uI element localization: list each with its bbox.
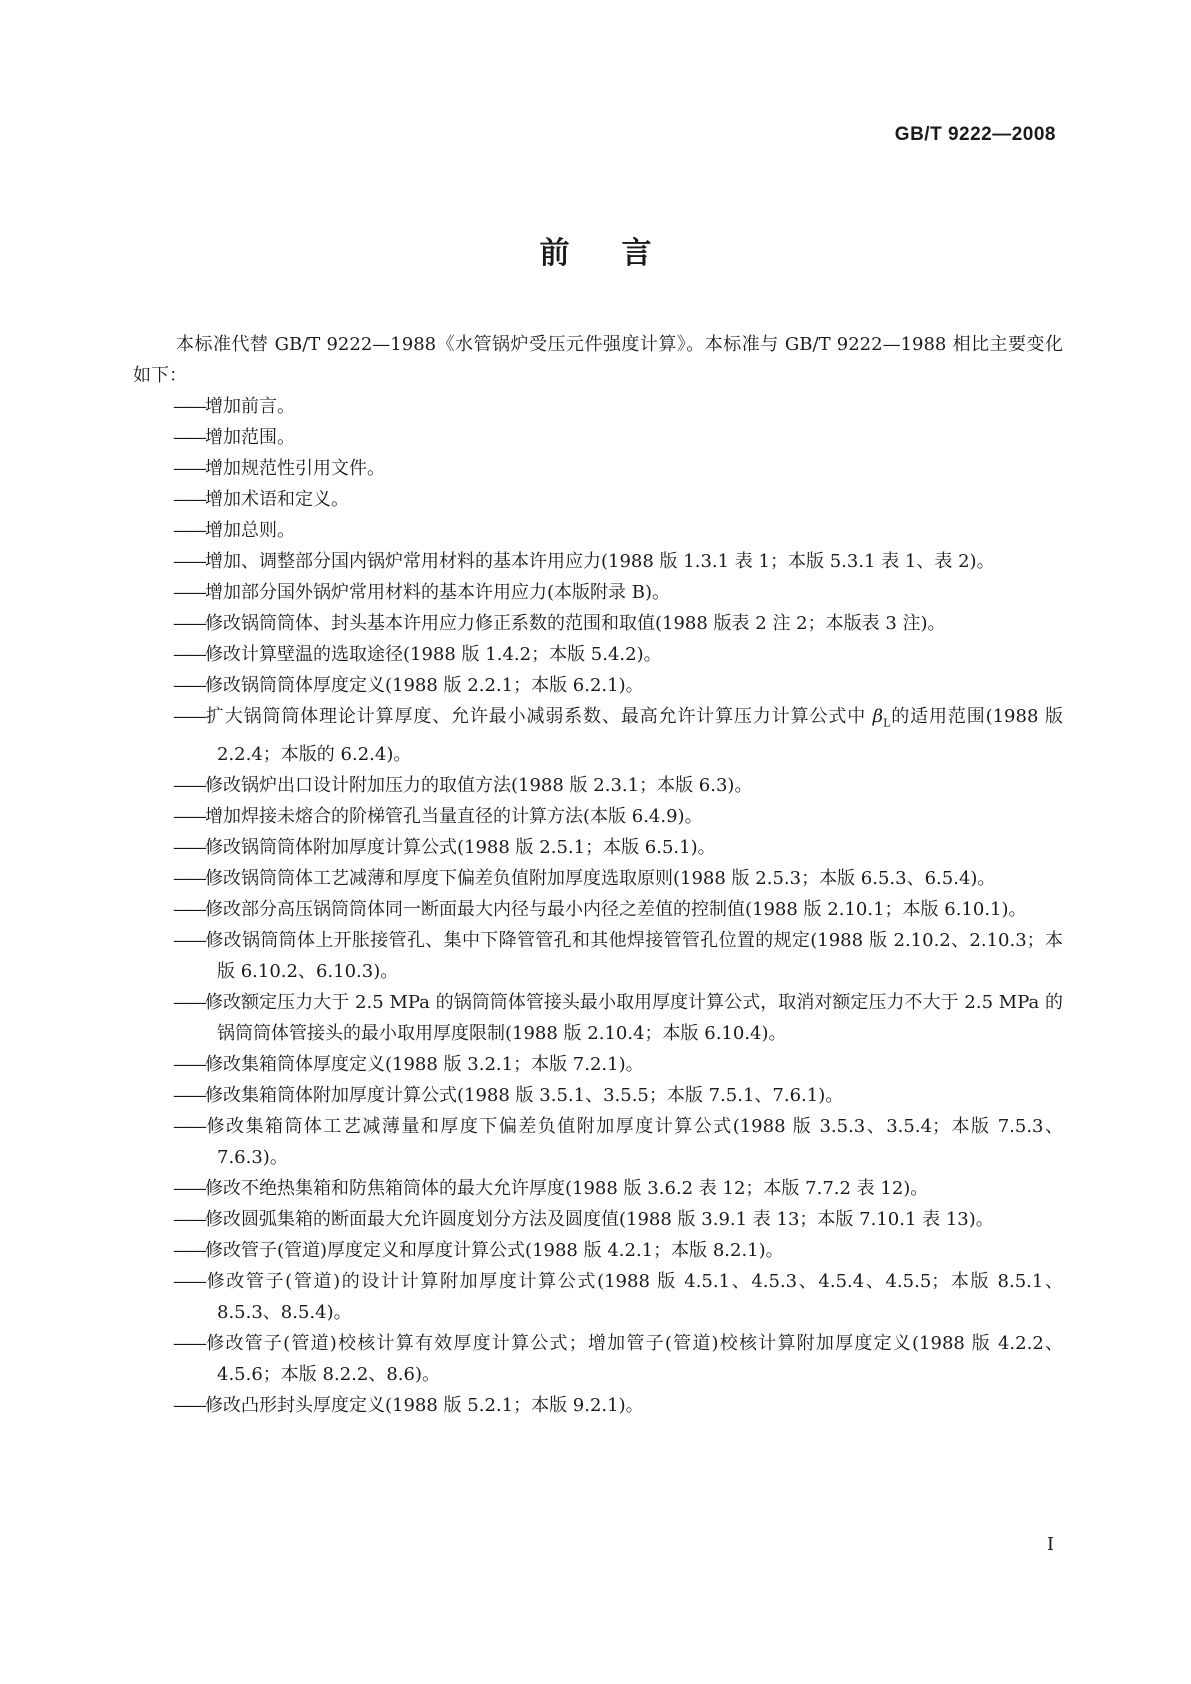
list-item xyxy=(133,925,1063,987)
list-item xyxy=(133,1390,1063,1421)
list-item xyxy=(133,1080,1063,1111)
item-text: 扩大锅筒筒体理论计算厚度、允许最小减弱系数、最高允许计算压力计算公式中 xyxy=(205,706,867,727)
dash: —— xyxy=(173,898,205,920)
dash: —— xyxy=(173,929,205,951)
item-text: 修改锅炉出口设计附加压力的取值方法(1988 版 2.3.1；本版 6.3)。 xyxy=(205,774,753,796)
dash: —— xyxy=(173,458,205,479)
list-item xyxy=(133,577,1063,608)
body-text xyxy=(133,329,1063,1421)
item-text: 修改集箱筒体厚度定义(1988 版 3.2.1；本版 7.2.1)。 xyxy=(205,1053,644,1075)
item-text: 修改圆弧集箱的断面最大允许圆度划分方法及圆度值(1988 版 3.9.1 表 13；本版 7.10.1 表 13)。 xyxy=(205,1208,994,1230)
item-text: 修改计算壁温的选取途径(1988 版 1.4.2；本版 5.4.2)。 xyxy=(205,644,662,665)
item-text: 增加前言。 xyxy=(205,396,295,417)
item-text: 修改部分高压锅筒筒体同一断面最大内径与最小内径之差值的控制值(1988 版 2.10.1；本版 6.10.1)。 xyxy=(205,898,1027,920)
item-text: 增加术语和定义。 xyxy=(205,489,349,510)
list-item xyxy=(133,391,1063,422)
item-text: 增加规范性引用文件。 xyxy=(205,458,385,479)
list-item xyxy=(133,801,1063,832)
dash: —— xyxy=(173,551,205,572)
list-item xyxy=(133,515,1063,546)
list-item xyxy=(133,701,1063,770)
dash: —— xyxy=(173,1115,205,1137)
item-text: 增加总则。 xyxy=(205,520,295,541)
list-item xyxy=(133,1328,1063,1390)
item-text: 修改凸形封头厚度定义(1988 版 5.2.1；本版 9.2.1)。 xyxy=(205,1394,644,1416)
list-item xyxy=(133,484,1063,515)
dash: —— xyxy=(173,520,205,541)
beta-subscript: L xyxy=(883,716,891,730)
dash: —— xyxy=(173,1177,205,1199)
dash: —— xyxy=(173,1053,205,1075)
dash: —— xyxy=(173,582,205,603)
list-item xyxy=(133,1111,1063,1173)
item-text-suffix: 的适用范围(1988 版 2.2.4；本版的 6.2.4)。 xyxy=(217,706,1063,765)
item-text: 修改锅筒筒体附加厚度计算公式(1988 版 2.5.1；本版 6.5.1)。 xyxy=(205,836,716,858)
dash: —— xyxy=(173,427,205,448)
list-item xyxy=(133,546,1063,577)
dash: —— xyxy=(173,1084,205,1106)
list-item xyxy=(133,770,1063,801)
page-title: 前言 xyxy=(539,236,704,271)
dash: —— xyxy=(173,1270,205,1292)
item-text: 修改集箱筒体工艺减薄量和厚度下偏差负值附加厚度计算公式(1988 版 3.5.3、3.5.4；本版 7.5.3、7.6.3)。 xyxy=(205,1115,1063,1168)
list-item xyxy=(133,894,1063,925)
dash: —— xyxy=(173,805,205,827)
list-item xyxy=(133,422,1063,453)
page-number: I xyxy=(1046,1534,1054,1555)
item-text: 修改锅筒筒体上开胀接管孔、集中下降管管孔和其他焊接管管孔位置的规定(1988 版 2.10.2、2.10.3；本版 6.10.2、6.10.3)。 xyxy=(205,929,1063,982)
item-text: 修改管子(管道)校核计算有效厚度计算公式；增加管子(管道)校核计算附加厚度定义(1988 版 4.2.2、4.5.6；本版 8.2.2、8.6)。 xyxy=(205,1332,1063,1385)
item-text: 修改不绝热集箱和防焦箱筒体的最大允许厚度(1988 版 3.6.2 表 12；本版 7.7.2 表 12)。 xyxy=(205,1177,929,1199)
list-item xyxy=(133,863,1063,894)
item-text: 修改管子(管道)的设计计算附加厚度计算公式(1988 版 4.5.1、4.5.3、4.5.4、4.5.5；本版 8.5.1、8.5.3、8.5.4)。 xyxy=(205,1270,1063,1323)
dash: —— xyxy=(173,774,205,796)
item-text: 修改锅筒筒体、封头基本许用应力修正系数的范围和取值(1988 版表 2 注 2；本版表 3 注)。 xyxy=(205,613,946,634)
dash: —— xyxy=(173,1239,205,1261)
list-item xyxy=(133,1266,1063,1328)
list-item xyxy=(133,987,1063,1049)
list-item xyxy=(133,639,1063,670)
item-text: 增加焊接未熔合的阶梯管孔当量直径的计算方法(本版 6.4.9)。 xyxy=(205,805,703,827)
list-item xyxy=(133,1049,1063,1080)
dash: —— xyxy=(173,613,205,634)
dash: —— xyxy=(173,867,205,889)
item-text: 修改锅筒筒体工艺减薄和厚度下偏差负值附加厚度选取原则(1988 版 2.5.3；本版 6.5.3、6.5.4)。 xyxy=(205,867,996,889)
list-item xyxy=(133,608,1063,639)
intro-paragraph: 本标准代替 GB/T 9222—1988《水管锅炉受压元件强度计算》。本标准与 GB/T 9222—1988 相比主要变化如下： xyxy=(133,334,1063,386)
item-text: 增加部分国外锅炉常用材料的基本许用应力(本版附录 B)。 xyxy=(205,582,670,603)
item-text: 修改额定压力大于 2.5 MPa 的锅筒筒体管接头最小取用厚度计算公式，取消对额定压力不大于 2.5 MPa 的锅筒筒体管接头的最小取用厚度限制(1988 版 2.10.4；本版 6.10.4)。 xyxy=(205,991,1063,1044)
list-item xyxy=(133,1204,1063,1235)
dash: —— xyxy=(173,706,205,727)
list-item xyxy=(133,1235,1063,1266)
list-item xyxy=(133,832,1063,863)
dash: —— xyxy=(173,675,205,696)
item-text: 增加、调整部分国内锅炉常用材料的基本许用应力(1988 版 1.3.1 表 1；本版 5.3.1 表 1、表 2)。 xyxy=(205,551,995,572)
dash: —— xyxy=(173,1394,205,1416)
standard-code: GB/T 9222—2008 xyxy=(894,124,1056,145)
dash: —— xyxy=(173,836,205,858)
item-text: 修改锅筒筒体厚度定义(1988 版 2.2.1；本版 6.2.1)。 xyxy=(205,675,644,696)
item-text: 增加范围。 xyxy=(205,427,295,448)
item-text: 修改管子(管道)厚度定义和厚度计算公式(1988 版 4.2.1；本版 8.2.1)。 xyxy=(205,1239,784,1261)
list-item xyxy=(133,670,1063,701)
dash: —— xyxy=(173,396,205,417)
dash: —— xyxy=(173,644,205,665)
dash: —— xyxy=(173,1208,205,1230)
item-text: 修改集箱筒体附加厚度计算公式(1988 版 3.5.1、3.5.5；本版 7.5.1、7.6.1)。 xyxy=(205,1084,844,1106)
dash: —— xyxy=(173,489,205,510)
beta-symbol: $\beta_L$ xyxy=(872,706,891,730)
dash: —— xyxy=(173,1332,205,1354)
dash: —— xyxy=(173,991,205,1013)
list-item xyxy=(133,1173,1063,1204)
list-item xyxy=(133,453,1063,484)
changes-list xyxy=(133,391,1063,1421)
